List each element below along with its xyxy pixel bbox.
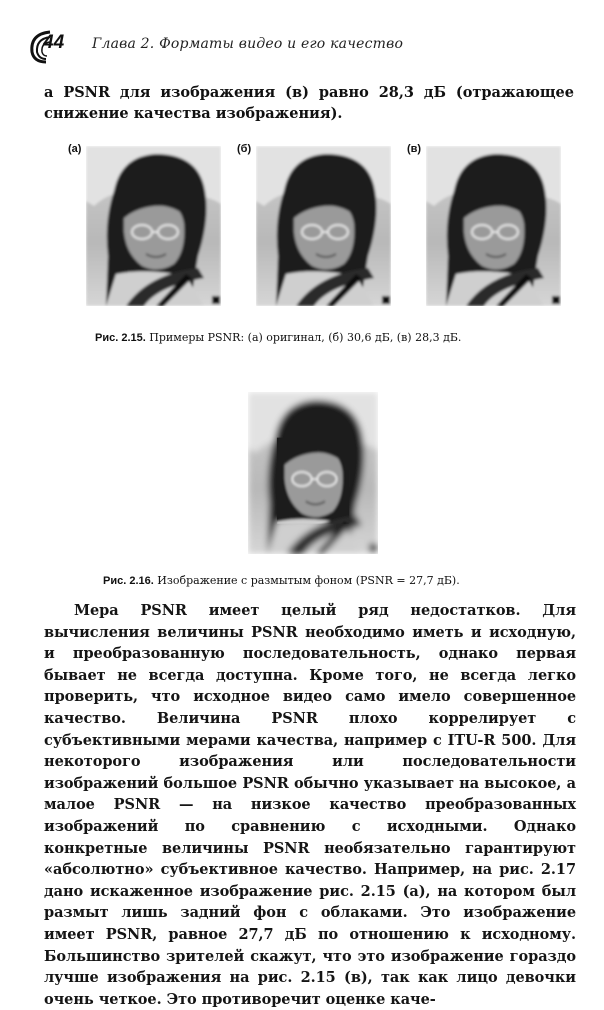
caption-text: Изображение с размытым фоном (PSNR = 27,7 дБ). bbox=[157, 574, 460, 587]
intro-paragraph: а PSNR для изображения (в) равно 28,3 дБ (отражающее снижение качества изображения). bbox=[44, 84, 574, 122]
page-header bbox=[28, 30, 588, 64]
page-number: 44 bbox=[43, 32, 65, 53]
figure-2-15-caption bbox=[95, 331, 461, 344]
photo-blurred-background bbox=[248, 392, 378, 554]
panel-label-c: (в) bbox=[407, 143, 422, 155]
caption-number: Рис. 2.15. bbox=[95, 332, 146, 344]
figure-2-15 bbox=[0, 143, 604, 313]
body-paragraph: Мера PSNR имеет целый ряд недостатков. Для вычисления величины PSNR необходимо иметь и исходную, и преобразованную последовательность, однако первая бывает не всегда доступна. Кроме того, не всегда легко проверить, что исходное видео само имело совершенное качество. Величина PSNR плохо коррелирует с субъективными мерами качества, например с ITU-R 500. Для некоторого изображения или последовательности изображений большое PSNR обычно указывает на высокое, а малое PSNR — на низкое качество преобразованных изображений по сравнению с исходными. Однако конкретные величины PSNR необязательно гарантируют «абсолютно» субъективное качество. Например, на рис. 2.17 дано искаженное изображение рис. 2.15 (а), на котором был размыт лишь задний фон с облаками. Это изображение имеет PSNR, равное 27,7 дБ по отношению к исходному. Большинство зрителей скажут, что это изображение гораздо лучше изображения на рис. 2.15 (в), так как лицо девочки очень четкое. Это противоречит оценке каче- bbox=[44, 602, 576, 1008]
photo-psnr-30-6 bbox=[256, 146, 391, 306]
photo-psnr-28-3 bbox=[426, 146, 561, 306]
panel-label-a: (а) bbox=[68, 143, 82, 155]
panel-label-b: (б) bbox=[237, 143, 252, 155]
photo-original bbox=[86, 146, 221, 306]
caption-text: Примеры PSNR: (а) оригинал, (б) 30,6 дБ, (в) 28,3 дБ. bbox=[149, 331, 462, 344]
caption-number: Рис. 2.16. bbox=[103, 575, 154, 587]
chapter-title: Глава 2. Форматы видео и его качество bbox=[92, 36, 404, 52]
figure-2-16-caption bbox=[103, 574, 460, 587]
